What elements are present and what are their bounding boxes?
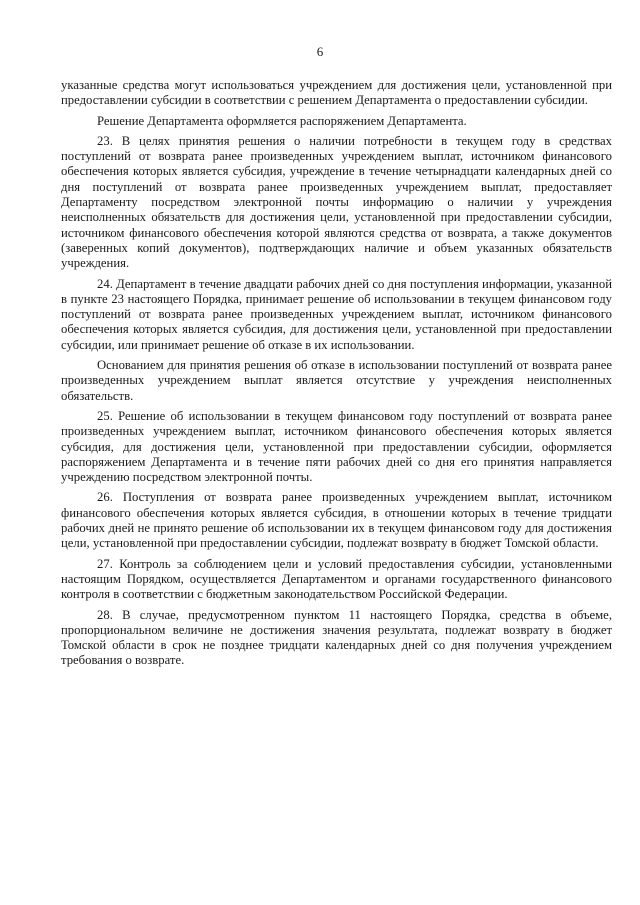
paragraph-item-26: 26. Поступления от возврата ранее произведенных учреждением выплат, источником финансового обеспечения которых является субсидия, в отношении которых в течение тридцати рабочих дней не принято решение об использовании их в текущем финансовом году для достижения цели, установленной при предоставлении субсидии, подлежат возврату в бюджет Томской области.	[61, 490, 612, 551]
paragraph-refusal-basis: Основанием для принятия решения об отказе в использовании поступлений от возврата ранее произведенных учреждением выплат является отсутствие у учреждения неисполненных обязательств.	[61, 358, 612, 403]
paragraph-item-24: 24. Департамент в течение двадцати рабочих дней со дня поступления информации, указанной в пункте 23 настоящего Порядка, принимает решение об использовании в текущем финансовом году поступлений от возврата ранее произведенных учреждением выплат, источником финансового обеспечения которых является субсидия, для достижения цели, установленной при предоставлении субсидии, или принимает решение об отказе в их использовании.	[61, 276, 612, 352]
page-number: 6	[316, 44, 324, 59]
paragraph-item-25: 25. Решение об использовании в текущем финансовом году поступлений от возврата ранее произведенных учреждением выплат, источником финансового обеспечения которых является субсидия, для достижения цели, установленной при предоставлении субсидии, оформляется распоряжением Департамента и в течение пяти рабочих дней со дня его принятия направляется учреждению посредством электронной почты.	[61, 408, 612, 485]
paragraph-item-23: 23. В целях принятия решения о наличии потребности в текущем году в средствах поступлений от возврата ранее произведенных учреждением выплат, источником финансового обеспечения которых является субсидия, учреждение в течение четырнадцати календарных дней со дня поступлений от возврата ранее произведенных учреждением выплат, предоставляет Департаменту посредством электронной почты информацию о наличии у учреждения неисполненных обязательств для достижения цели, установленной при предоставлении субсидии, источником финансового обеспечения которой являются средства от возврата, а также документов (заверенных копий документов), подтверждающих наличие и объем указанных обязательств учреждения.	[61, 133, 612, 271]
paragraph-item-27: 27. Контроль за соблюдением цели и условий предоставления субсидии, установленными настоящим Порядком, осуществляется Департаментом и органами государственного финансового контроля в соответствии с бюджетным законодательством Российской Федерации.	[61, 556, 612, 602]
paragraph-decision-form: Решение Департамента оформляется распоряжением Департамента.	[97, 113, 467, 128]
paragraph-item-28: 28. В случае, предусмотренном пунктом 11 настоящего Порядка, средства в объеме, пропорциональном величине не достижения значения результата, подлежат возврату в бюджет Томской области в срок не позднее тридцати календарных дней со дня получения учреждением требования о возврате.	[61, 607, 612, 668]
paragraph-continuation: указанные средства могут использоваться учреждением для достижения цели, установленной при предоставлении субсидии в соответствии с решением Департамента о предоставлении субсидии.	[61, 78, 612, 108]
document-body	[61, 78, 612, 674]
